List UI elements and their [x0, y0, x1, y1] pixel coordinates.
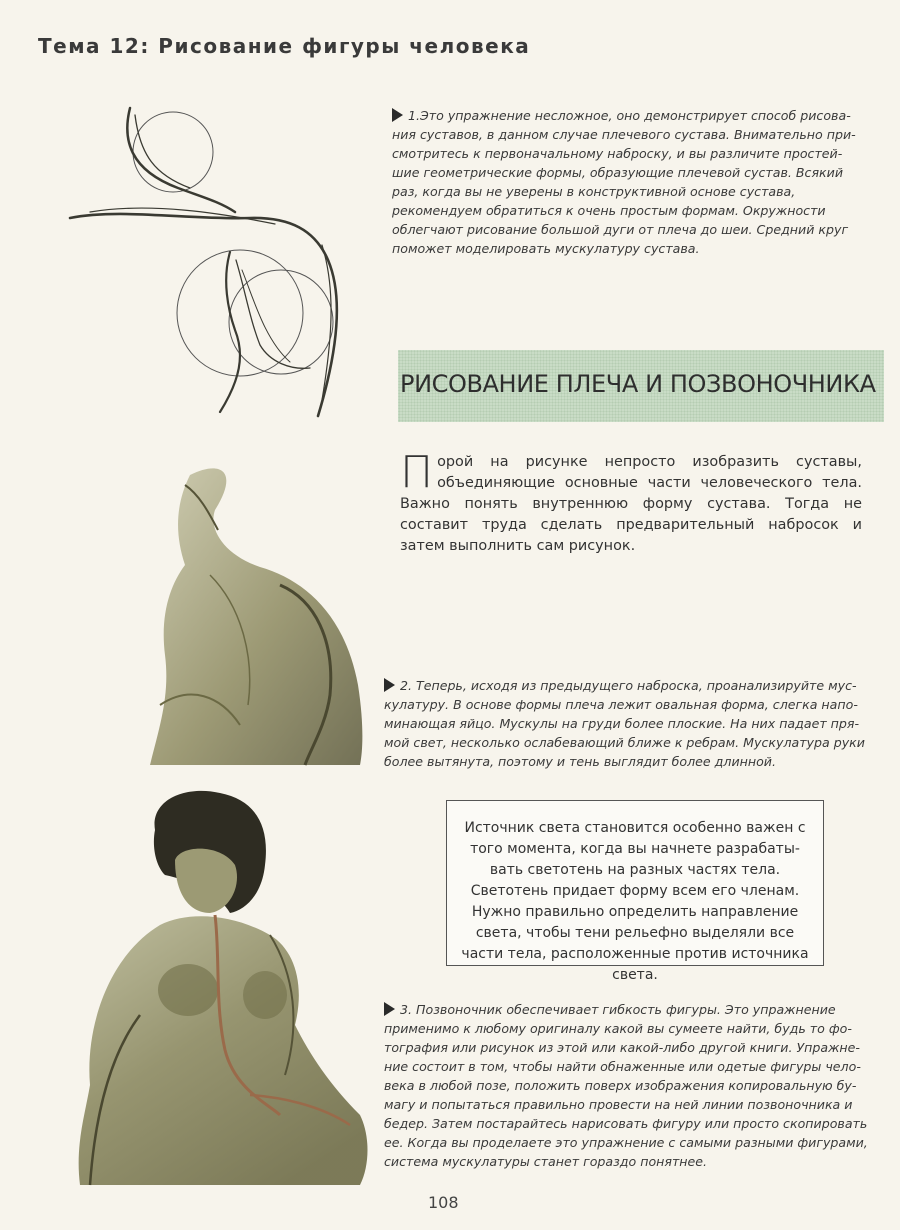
shoulder-shaded-drawing: [130, 455, 370, 770]
triangle-bullet-icon: [384, 678, 395, 692]
triangle-bullet-icon: [392, 108, 403, 122]
drop-cap: П: [400, 447, 434, 498]
shoulder-construction-sketch: [60, 100, 350, 420]
note-text: Источник света становится особенно важен с того момента, когда вы начнете разрабатывать светотень на разных частях тела. Светотень придает форму всем его членам. Нужно правильно определить направление света, чтобы тени рельефно выделяли все части тела, расположенные против источника света.: [461, 820, 809, 983]
intro-text: орой на рисунке непросто изобразить суставы, объединяющие основные части человеческого тела. Важно понять внутреннюю форму сустава. Тогда не составит труда сделать предварительный набросок и затем выполнить сам рисунок.: [400, 454, 862, 554]
caption-1: [392, 106, 860, 258]
caption-3: [384, 1000, 870, 1171]
caption-2-text: 2. Теперь, исходя из предыдущего наброска, проанализируйте мускулатуру. В основе формы плеча лежит овальная форма, слегка напоминающая яйцо. Мускулы на груди более плоские. На них падает прямой свет, несколько ослабевающий ближе к ребрам. Мускулатура руки более вытянута, поэтому и тень выглядит более длинной.: [384, 678, 865, 769]
torso: [79, 916, 368, 1185]
caption-2: [384, 676, 868, 771]
caption-3-text: 3. Позвоночник обеспечивает гибкость фигуры. Это упражнение применимо к любому оригиналу какой вы сумеете найти, будь то фотография или рисунок из этой или какой-либо другой книги. Упражнение состоит в том, чтобы найти обнаженные или одетые фигуры человека в любой позе, положить поверх изображения копировальную бумагу и попытаться правильно провести на ней линии позвоночника и бедер. Затем постарайтесь нарисовать фигуру или просто скопировать ее. Когда вы проделаете это упражнение с самыми разными фигурами, система мускулатуры станет гораздо понятнее.: [384, 1002, 868, 1169]
intro-paragraph: [400, 447, 862, 557]
chest-shadow: [158, 964, 218, 1016]
triangle-bullet-icon: [384, 1002, 395, 1016]
caption-1-text: 1.Это упражнение несложное, оно демонстрирует способ рисования суставов, в данном случае плечевого сустава. Внимательно присмотритесь к первоначальному наброску, и вы различите простейшие геометрические формы, образующие плечевой сустав. Всякий раз, когда вы не уверены в конструктивной основе сустава, рекомендуем обратиться к очень простым формам. Окружности облегчают рисование большой дуги от плеча до шеи. Средний круг поможет моделировать мускулатуру сустава.: [392, 108, 856, 256]
section-heading: РИСОВАНИЕ ПЛЕЧА И ПОЗВОНОЧНИКА: [400, 370, 876, 398]
page-number: 108: [428, 1193, 459, 1212]
seated-figure-drawing: [70, 785, 375, 1190]
page-title: Тема 12: Рисование фигуры человека: [38, 34, 531, 58]
middle-circle: [229, 270, 333, 374]
